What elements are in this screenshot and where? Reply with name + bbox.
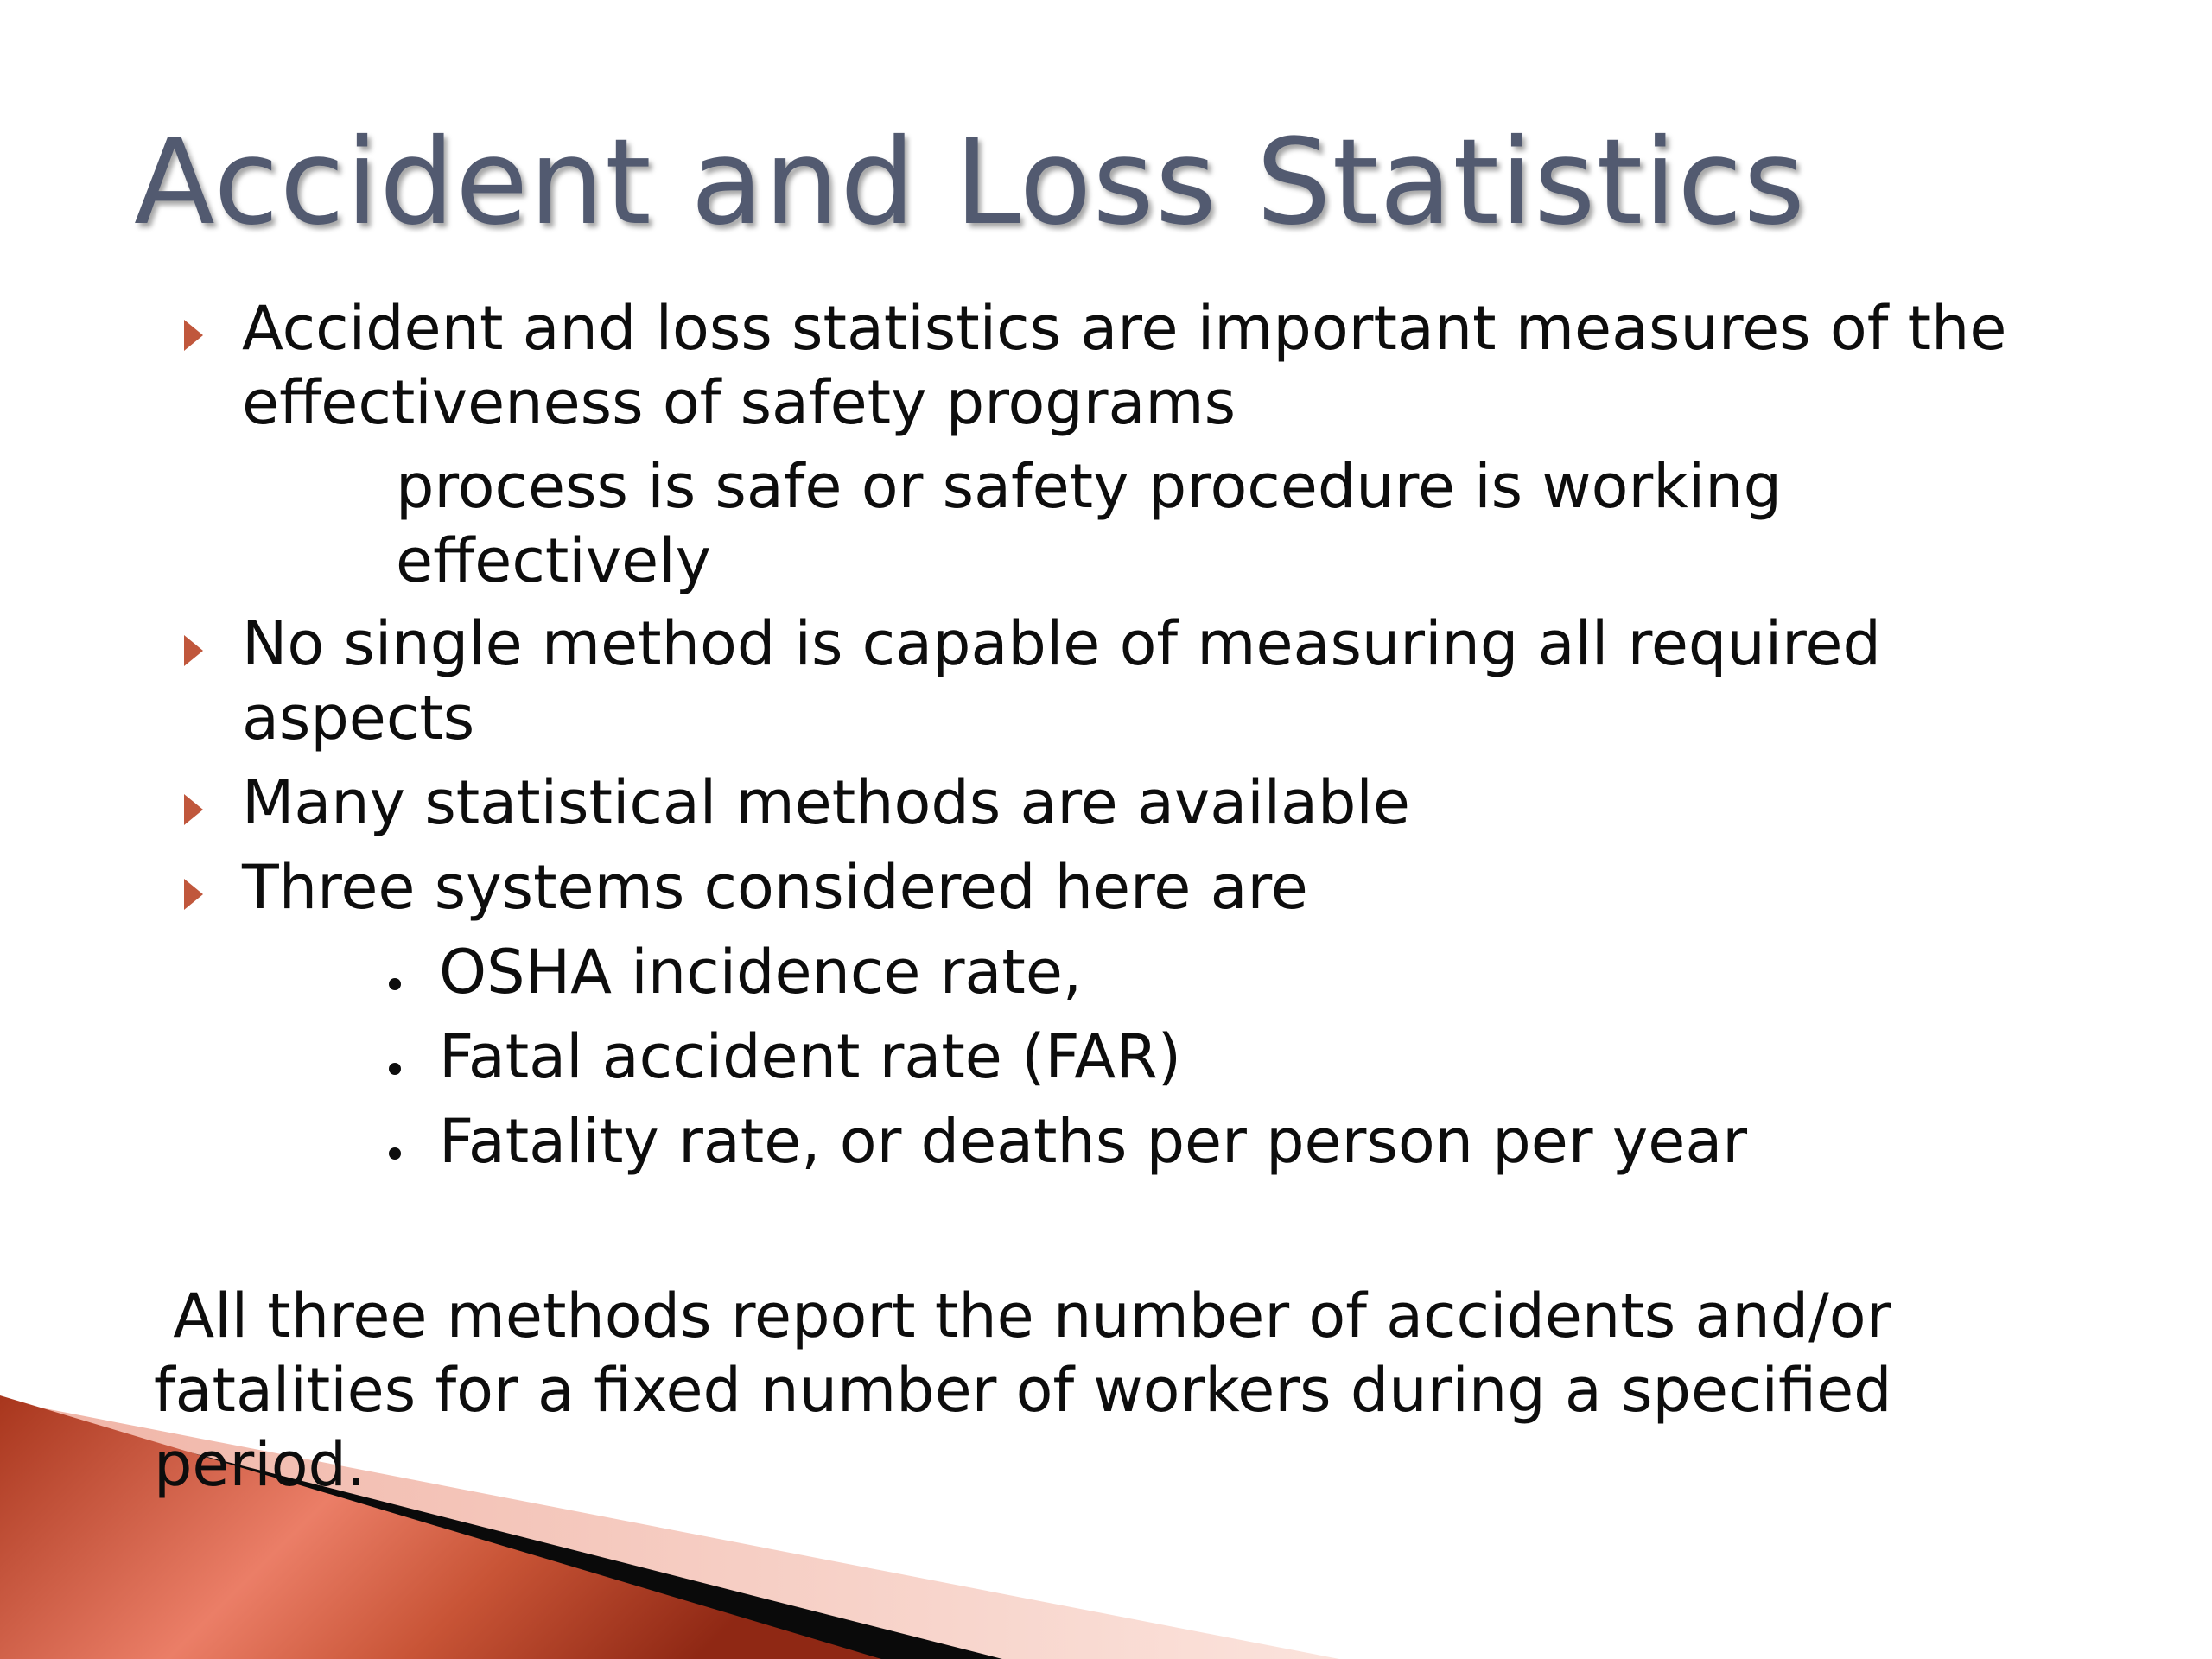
summary-line-3: period.: [154, 1429, 366, 1500]
bullet-1-line-1: Accident and loss statistics are important measures of the: [242, 293, 2007, 364]
sub-item-1: OSHA incidence rate,: [439, 937, 1083, 1007]
arrow-bullet-icon: [182, 877, 205, 912]
summary-line-1: All three methods report the number of accidents and/or: [154, 1281, 1891, 1351]
note-line-1: process is safe or safety procedure is working: [396, 451, 1783, 522]
round-bullet-icon: [389, 1147, 401, 1160]
arrow-bullet-icon: [182, 792, 205, 827]
summary-line-2: fatalities for a fixed number of workers during a specified: [154, 1355, 1892, 1426]
note-line-2: effectively: [396, 525, 712, 596]
bullet-2-line-1: No single method is capable of measuring all required: [242, 608, 1881, 679]
bullet-3-line-1: Many statistical methods are available: [242, 767, 1410, 838]
bullet-2-line-2: aspects: [242, 683, 475, 753]
slide-title: Accident and Loss Statistics: [134, 114, 1806, 251]
sub-item-2: Fatal accident rate (FAR): [439, 1021, 1182, 1092]
round-bullet-icon: [389, 1063, 401, 1075]
arrow-bullet-icon: [182, 633, 205, 668]
arrow-bullet-icon: [182, 318, 205, 353]
round-bullet-icon: [389, 978, 401, 990]
sub-item-3: Fatality rate, or deaths per person per year: [439, 1106, 1747, 1177]
bullet-4-line-1: Three systems considered here are: [242, 852, 1308, 923]
bullet-1-line-2: effectiveness of safety programs: [242, 367, 1236, 438]
